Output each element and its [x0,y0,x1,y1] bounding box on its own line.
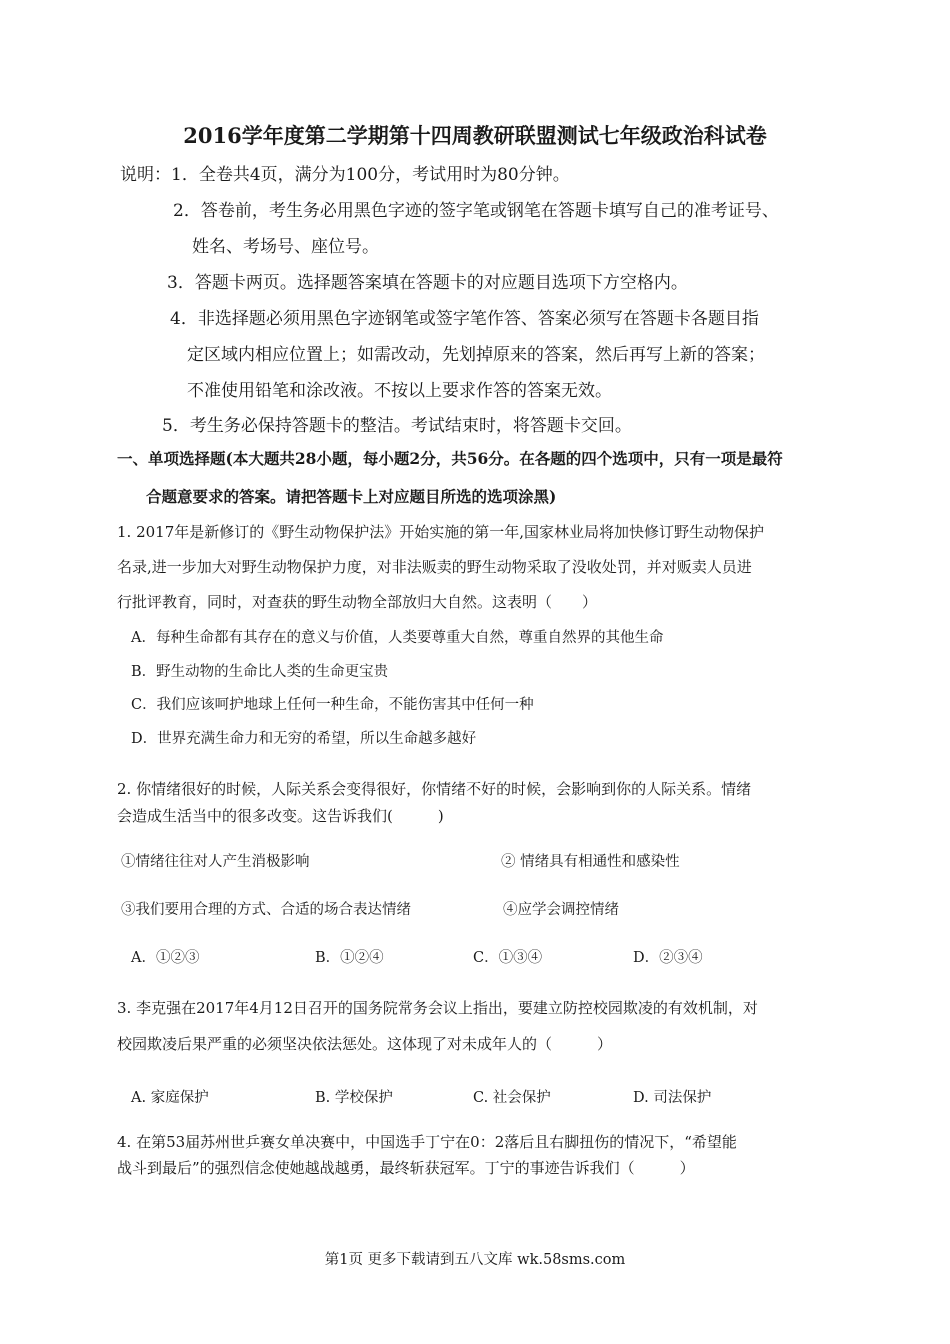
section-heading: 一、单项选择题(本大题共28小题，每小题2分，共56分。在各题的四个选项中，只有一项是最符 [117,449,783,468]
option: C．我们应该呵护地球上任何一种生命，不能伤害其中任何一种 [131,697,534,713]
option: C. 社会保护 [473,1090,551,1106]
statement: ② 情绪具有相通性和感染性 [501,854,680,870]
section-heading: 合题意要求的答案。请把答题卡上对应题目所选的选项涂黑) [146,487,557,506]
question-line: 战斗到最后”的强烈信念使她越战越勇，最终斩获冠军。丁宁的事迹告诉我们（ ） [117,1159,695,1177]
option: C．①③④ [473,950,543,966]
note-line: 说明：1．全卷共4页，满分为100分，考试用时为80分钟。 [120,165,570,185]
page-title: 2016学年度第二学期第十四周教研联盟测试七年级政治科试卷 [183,123,767,148]
option: B. 学校保护 [315,1090,393,1106]
statement: ①情绪往往对人产生消极影响 [121,854,310,870]
question-line: 行批评教育，同时，对查获的野生动物全部放归大自然。这表明（ ） [117,593,598,611]
option: D．世界充满生命力和无穷的希望，所以生命越多越好 [131,731,477,747]
question-line: 1. 2017年是新修订的《野生动物保护法》开始实施的第一年,国家林业局将加快修订野生动物保护 [117,523,765,541]
note-line: 定区域内相应位置上；如需改动，先划掉原来的答案，然后再写上新的答案； [187,345,765,365]
question-line: 校园欺凌后果严重的必须坚决依法惩处。这体现了对未成年人的（ ） [117,1035,613,1053]
question-line: 2. 你情绪很好的时候，人际关系会变得很好，你情绪不好的时候，会影响到你的人际关系。情绪 [117,780,752,798]
note-line: 5．考生务必保持答题卡的整洁。考试结束时，将答题卡交回。 [162,416,632,436]
option: A．①②③ [131,950,200,966]
note-line: 2．答卷前，考生务必用黑色字迹的签字笔或钢笔在答题卡填写自己的准考证号、 [173,201,779,221]
statement: ④应学会调控情绪 [503,902,619,918]
question-line: 3. 李克强在2017年4月12日召开的国务院常务会议上指出，要建立防控校园欺凌的有效机制，对 [117,999,758,1017]
page-footer: 第1页 更多下载请到五八文库 wk.58sms.com [324,1252,626,1268]
note-line: 3．答题卡两页。选择题答案填在答题卡的对应题目选项下方空格内。 [167,273,688,293]
note-line: 4．非选择题必须用黑色字迹钢笔或签字笔作答、答案必须写在答题卡各题目指 [170,309,759,329]
option: A．每种生命都有其存在的意义与价值，人类要尊重大自然，尊重自然界的其他生命 [131,630,664,646]
option: A. 家庭保护 [131,1090,209,1106]
statement: ③我们要用合理的方式、合适的场合表达情绪 [121,902,411,918]
question-line: 会造成生活当中的很多改变。这告诉我们( ) [117,807,444,825]
note-line: 姓名、考场号、座位号。 [192,237,379,257]
question-line: 名录,进一步加大对野生动物保护力度，对非法贩卖的野生动物采取了没收处罚，并对贩卖人员进 [117,558,752,576]
option: D. 司法保护 [633,1090,712,1106]
option: B．野生动物的生命比人类的生命更宝贵 [131,664,389,680]
note-line: 不准使用铅笔和涂改液。不按以上要求作答的答案无效。 [187,381,612,401]
question-line: 4. 在第53届苏州世乒赛女单决赛中，中国选手丁宁在0：2落后且右脚扭伤的情况下，“希望能 [117,1133,737,1151]
option: B．①②④ [315,950,384,966]
option: D．②③④ [633,950,703,966]
